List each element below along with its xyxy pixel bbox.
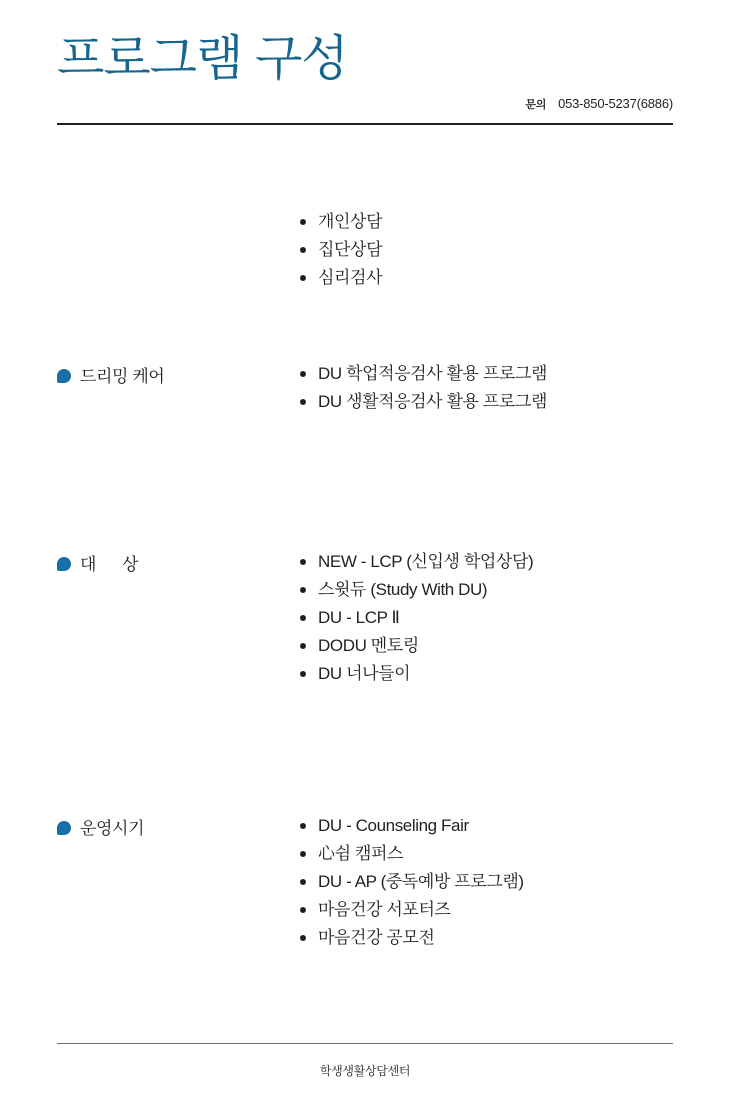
list-item: 개인상담 (298, 208, 673, 236)
contact-label: 문의 (525, 99, 547, 111)
list-item: DU 학업적응검사 활용 프로그램 (298, 360, 673, 388)
content-section (57, 812, 673, 952)
list-item: 心쉼 캠퍼스 (298, 840, 673, 868)
list-item: 심리검사 (298, 264, 673, 292)
document-header (57, 32, 673, 111)
section-items (272, 208, 673, 292)
content-section (57, 208, 673, 292)
list-item: DU - LCP Ⅱ (298, 604, 673, 632)
list-item: 마음건강 공모전 (298, 924, 673, 952)
section-items (272, 812, 673, 952)
list-item: 마음건강 서포터즈 (298, 896, 673, 924)
bullet-list (298, 360, 673, 416)
footer-divider (57, 1043, 673, 1044)
section-label-group (57, 208, 272, 210)
bullet-list (298, 208, 673, 292)
teardrop-bullet-icon (57, 821, 71, 835)
teardrop-bullet-icon (57, 557, 71, 571)
section-label-group (57, 360, 272, 387)
list-item: DU - AP (중독예방 프로그램) (298, 868, 673, 896)
list-item: 집단상담 (298, 236, 673, 264)
section-items (272, 360, 673, 416)
section-label-group (57, 548, 272, 575)
contact-info (525, 96, 673, 112)
contact-value: 053-850-5237(6886) (558, 96, 673, 111)
bullet-list (298, 548, 673, 688)
footer-text: 학생생활상담센터 (319, 1064, 411, 1078)
section-label: 운영시기 (80, 819, 145, 838)
list-item: 스윗듀 (Study With DU) (298, 576, 673, 604)
list-item: DU - Counseling Fair (298, 812, 673, 840)
list-item: NEW - LCP (신입생 학업상담) (298, 548, 673, 576)
header-divider (57, 123, 673, 125)
list-item: DODU 멘토링 (298, 632, 673, 660)
list-item: DU 너나들이 (298, 660, 673, 688)
section-label-group (57, 812, 272, 839)
content-section (57, 360, 673, 416)
teardrop-bullet-icon (57, 369, 71, 383)
content-section (57, 548, 673, 688)
page-title: 프로그램 구성 (57, 32, 348, 86)
list-item: DU 생활적응검사 활용 프로그램 (298, 388, 673, 416)
bullet-list (298, 812, 673, 952)
section-label: 대 상 (80, 555, 138, 574)
section-items (272, 548, 673, 688)
section-label: 드리밍 케어 (80, 367, 165, 386)
